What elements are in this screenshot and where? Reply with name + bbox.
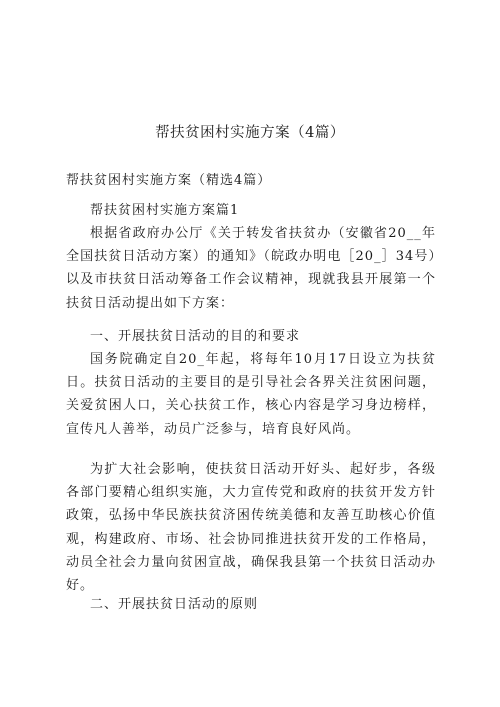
article-heading: 帮扶贫困村实施方案篇1 [90,203,240,218]
paragraph-poverty-day: 国务院确定自20_年起，将每年10月17日设立为扶贫日。扶贫日活动的主要目的是引导社会各界关注贫困问题，关爱贫困人口，关心扶贫工作，核心内容是学习身边榜样，宣传凡人善举，动员广泛参与，培育良好风尚。 [66,352,436,437]
document-title: 帮扶贫困村实施方案（4篇） [155,125,345,141]
section-heading-principles: 二、开展扶贫日活动的原则 [90,597,259,612]
document-subtitle: 帮扶贫困村实施方案（精选4篇） [66,173,272,188]
section-heading-purpose: 一、开展扶贫日活动的目的和要求 [90,329,301,344]
paragraph-organization: 为扩大社会影响，使扶贫日活动开好头、起好步，各级各部门要精心组织实施，大力宣传党和政府的扶贫开发方针政策，弘扬中华民族扶贫济困传统美德和友善互助核心价值观，构建政府、市场、社会协同推进扶贫开发的工作格局，动员全社会力量向贫困宣战，确保我县第一个扶贫日活动办好。 [66,462,436,594]
paragraph-intro: 根据省政府办公厅《关于转发省扶贫办（安徽省20__年全国扶贫日活动方案）的通知》（皖政办明电［20_］34号）以及市扶贫日活动筹备工作会议精神，现就我县开展第一个扶贫日活动提出如下方案： [66,226,436,311]
